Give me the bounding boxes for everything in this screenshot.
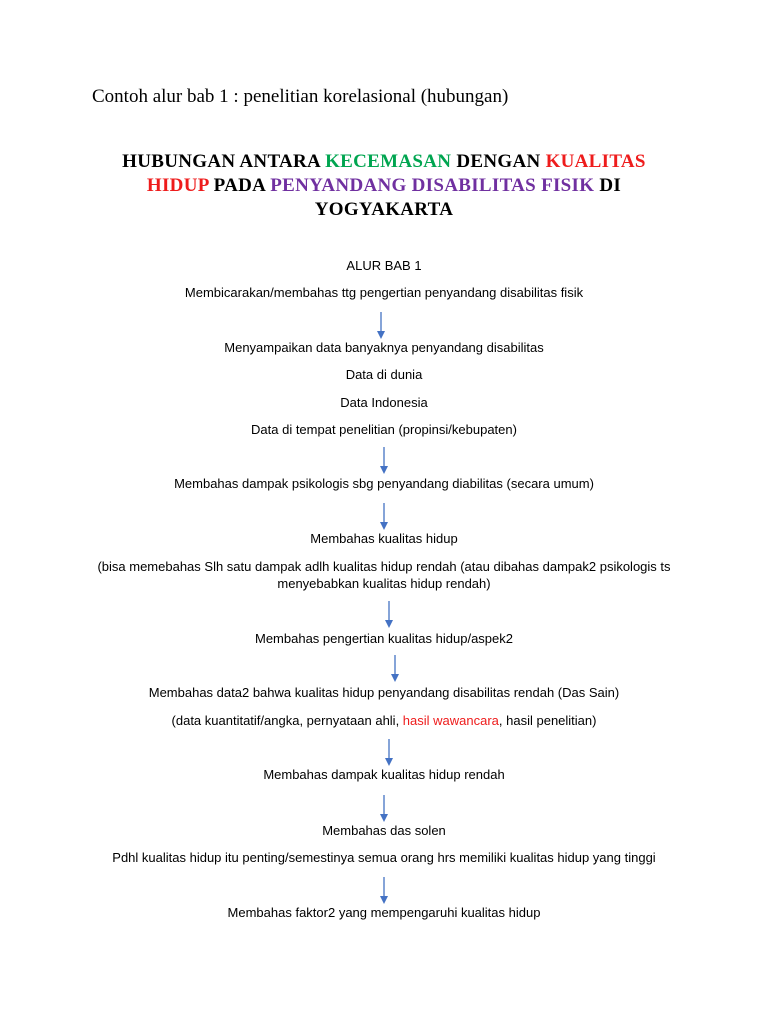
flow-step-2a: Data di dunia [345,367,423,382]
down-arrow-icon [379,795,389,823]
flow-step-1: Membicarakan/membahas ttg pengertian penyandang disabilitas fisik [184,285,584,300]
title-part-2: DENGAN [451,151,546,172]
flow-step-3: Membahas dampak psikologis sbg penyandang diabilitas (secara umum) [174,476,594,491]
flow-step-2b: Data Indonesia [340,395,428,410]
down-arrow-icon [376,312,386,340]
flow-step-8: Membahas das solen [322,823,446,838]
title-kecemasan: KECEMASAN [325,151,452,172]
flow-step-6a [60,712,708,730]
title-part-3: PADA [208,175,271,196]
flow-step-9: Membahas faktor2 yang mempengaruhi kualitas hidup [227,905,541,920]
down-arrow-icon [384,601,394,629]
title-kualitas-hidup: KUALITAS HIDUP [146,151,646,196]
flow-step-4: Membahas kualitas hidup [310,531,458,546]
down-arrow-icon [379,503,389,531]
down-arrow-icon [390,655,400,683]
down-arrow-icon [379,877,389,905]
flow-step-4a-line-2: menyebabkan kualitas hidup rendah) [277,576,491,591]
flow-step-8a: Pdhl kualitas hidup itu penting/semestinya semua orang hrs memiliki kualitas hidup yang tinggi [112,850,656,865]
flow-step-7: Membahas dampak kualitas hidup rendah [263,767,505,782]
down-arrow-icon [384,739,394,767]
flow-step-6: Membahas data2 bahwa kualitas hidup penyandang disabilitas rendah (Das Sain) [148,685,620,700]
intro-text: Contoh alur bab 1 : penelitian korelasional (hubungan) [92,86,509,107]
flow-heading: ALUR BAB 1 [346,258,422,273]
flow-step-6a-highlight: hasil wawancara [402,713,499,728]
flow-step-2: Menyampaikan data banyaknya penyandang disabilitas [224,340,544,355]
flow-step-6a-pre: (data kuantitatif/angka, pernyataan ahli, [171,713,403,728]
flow-step-2c: Data di tempat penelitian (propinsi/kebupaten) [251,422,517,437]
flow-step-4a-line-1: (bisa memebahas Slh satu dampak adlh kualitas hidup rendah (atau dibahas dampak2 psikologis ts [97,559,671,574]
flow-step-5: Membahas pengertian kualitas hidup/aspek2 [254,631,513,646]
title-part-1: HUBUNGAN ANTARA [122,151,326,172]
title-penyandang: PENYANDANG DISABILITAS FISIK [270,175,595,196]
down-arrow-icon [379,447,389,475]
title-part-4: DI YOGYAKARTA [314,175,622,220]
flow-step-6a-post: , hasil penelitian) [498,713,597,728]
document-title [100,150,668,222]
